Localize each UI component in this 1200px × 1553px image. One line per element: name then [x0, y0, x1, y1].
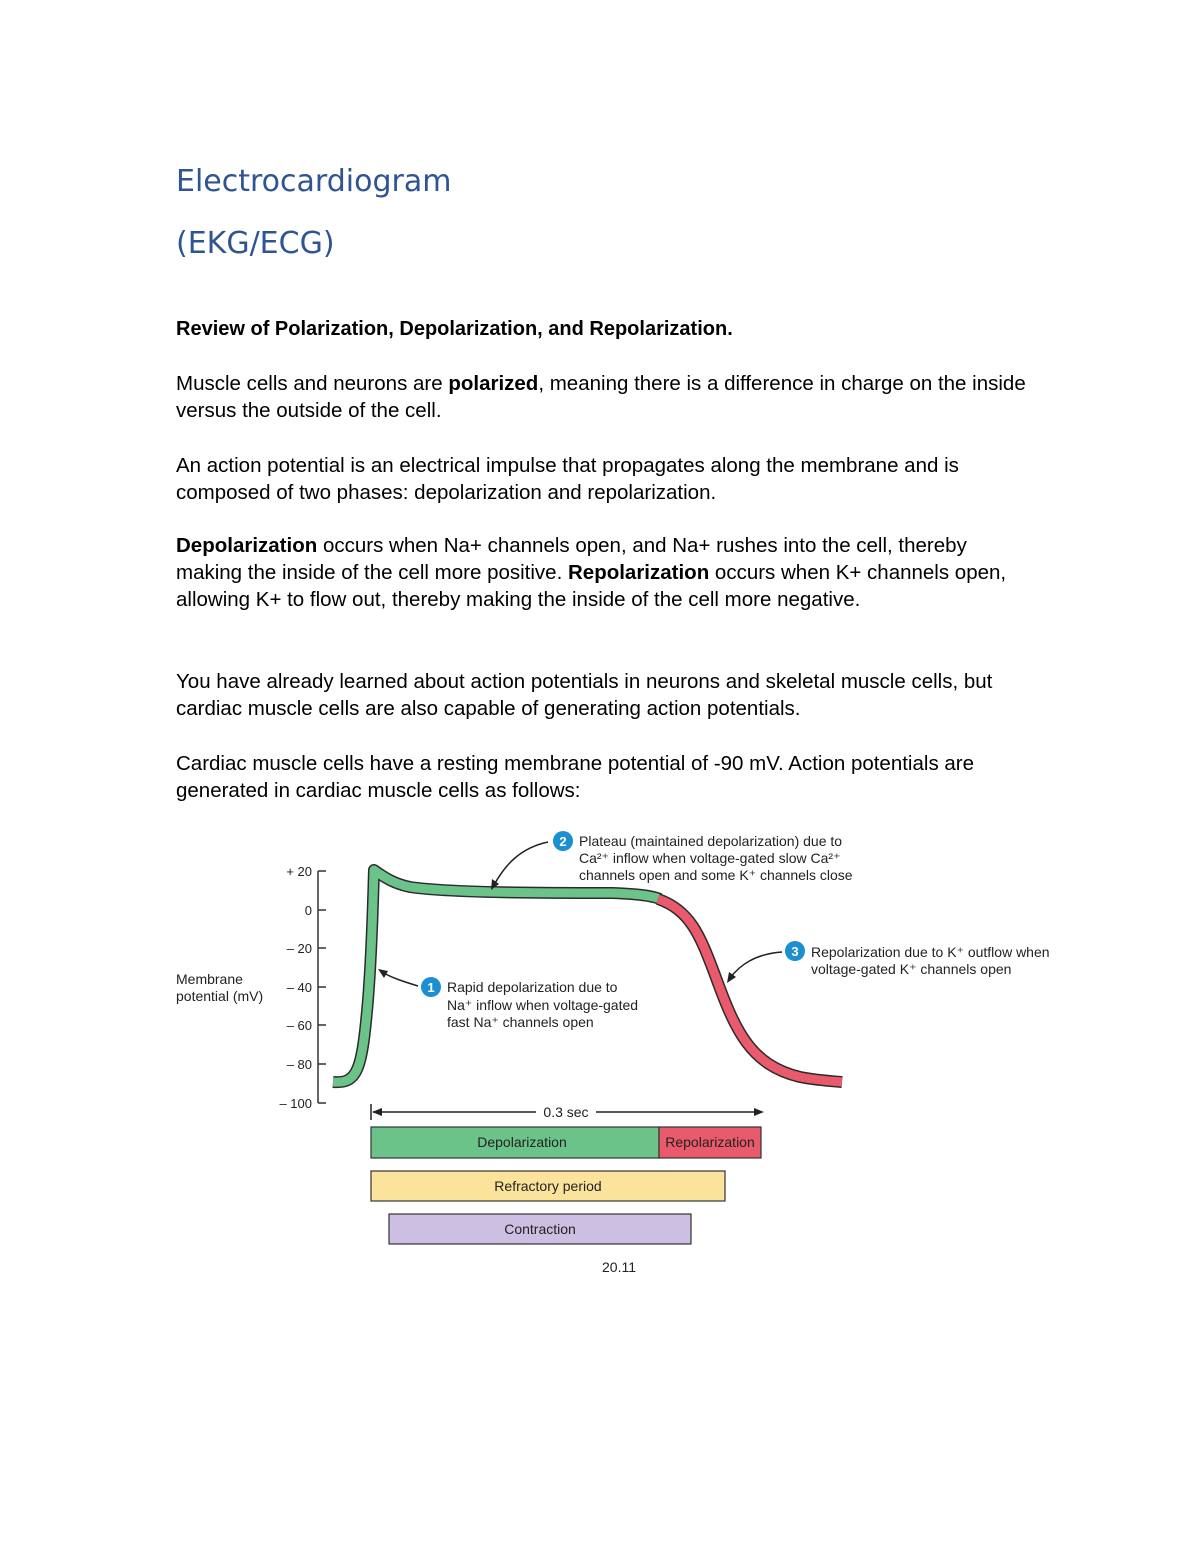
- callout-2-line2: Ca²⁺ inflow when voltage-gated slow Ca²⁺: [579, 850, 841, 866]
- paragraph-depol-repol: Depolarization occurs when Na+ channels open, and Na+ rushes into the cell, thereby making the inside of the cell more positive. Repolarization occurs when K+ channels open, allowing K+ to flow out, thereby making the inside of the cell more negative.: [176, 534, 1007, 611]
- term-polarized: polarized: [448, 372, 539, 395]
- callout-1-arrow: [382, 972, 418, 986]
- section-heading: Review of Polarization, Depolarization, and Repolarization.: [176, 318, 733, 340]
- paragraph-cardiac: You have already learned about action potentials in neurons and skeletal muscle cells, but cardiac muscle cells are also capable of generating action potentials.: [176, 670, 993, 720]
- repolarization-bar-label: Repolarization: [665, 1134, 755, 1150]
- callout-3-arrow: [730, 952, 782, 978]
- callout-2-number: 2: [559, 834, 567, 849]
- figure-number: 20.11: [602, 1259, 636, 1275]
- callout-3-number: 3: [791, 944, 799, 959]
- callout-1-arrowhead: [378, 969, 388, 978]
- paragraph-action-potential: An action potential is an electrical impulse that propagates along the membrane and is composed of two phases: depolarization and repolarization.: [176, 454, 959, 504]
- callout-1-line1: Rapid depolarization due to: [447, 979, 618, 995]
- tick-label: – 20: [286, 941, 312, 956]
- paragraph-polarized: Muscle cells and neurons are polarized, meaning there is a difference in charge on the inside versus the outside of the cell.: [176, 372, 1026, 422]
- depolarization-plateau-curve-fill: [333, 870, 660, 1082]
- duration-label: 0.3 sec: [543, 1104, 589, 1120]
- callout-1-line3: fast Na⁺ channels open: [447, 1014, 594, 1030]
- callout-1-number: 1: [427, 980, 435, 995]
- paragraph-resting-potential: Cardiac muscle cells have a resting membrane potential of -90 mV. Action potentials are generated in cardiac muscle cells as follows:: [176, 752, 975, 802]
- callout-2-arrow: [494, 842, 548, 885]
- y-axis-ticks: [318, 871, 326, 1103]
- y-axis-label-line2: potential (mV): [176, 988, 264, 1004]
- tick-label: – 80: [286, 1057, 312, 1072]
- depolarization-bar-label: Depolarization: [477, 1134, 567, 1150]
- tick-label: – 100: [279, 1096, 312, 1111]
- page-title: Electrocardiogram: [176, 164, 452, 199]
- term-depolarization: Depolarization: [176, 534, 318, 557]
- refractory-period-bar-label: Refractory period: [494, 1178, 602, 1194]
- callout-1-line2: Na⁺ inflow when voltage-gated: [447, 997, 639, 1013]
- callout-2-line3: channels open and some K⁺ channels close: [579, 867, 853, 883]
- duration-arrowhead-left: [372, 1108, 382, 1116]
- tick-label: 0: [304, 903, 312, 918]
- callout-3-line1: Repolarization due to K⁺ outflow when: [811, 944, 1050, 960]
- page-subtitle: (EKG/ECG): [176, 226, 335, 261]
- depolarization-plateau-curve: [333, 870, 660, 1082]
- term-repolarization: Repolarization: [567, 561, 710, 584]
- repolarization-curve: [658, 899, 842, 1082]
- action-potential-figure: [170, 826, 1090, 1286]
- contraction-bar-label: Contraction: [504, 1221, 576, 1237]
- tick-label: – 60: [286, 1018, 312, 1033]
- duration-arrowhead-right: [754, 1108, 764, 1116]
- callout-2-line1: Plateau (maintained depolarization) due to: [579, 833, 843, 849]
- tick-label: – 40: [286, 980, 312, 995]
- callout-3-line2: voltage-gated K⁺ channels open: [811, 961, 1012, 977]
- y-axis-label-line1: Membrane: [176, 971, 243, 987]
- tick-label: + 20: [286, 864, 312, 879]
